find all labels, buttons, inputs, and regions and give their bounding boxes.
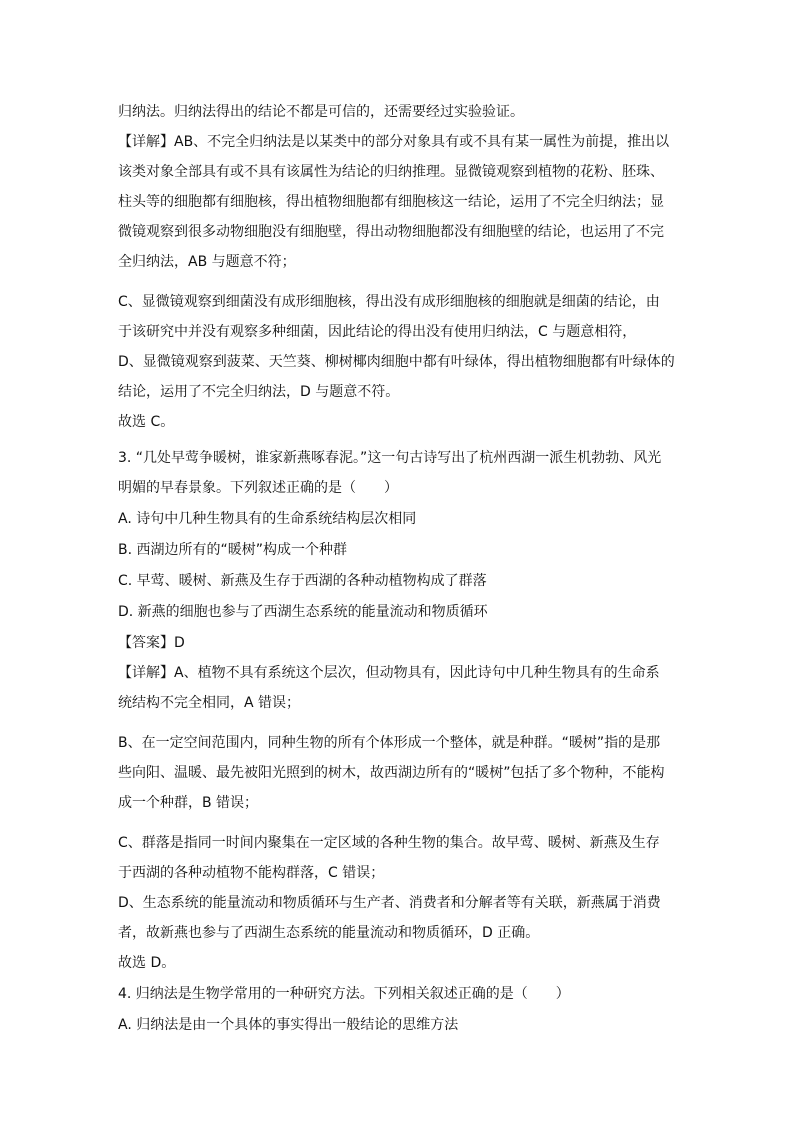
text-line: D、生态系统的能量流动和物质循环与生产者、消费者和分解者等有关联，新燕属于消费 — [118, 895, 661, 911]
answer-line: 【答案】D — [118, 635, 185, 651]
text-line: C、群落是指同一时间内聚集在一定区域的各种生物的集合。故早莺、暖树、新燕及生存 — [118, 835, 660, 851]
text-line: 【详解】AB、不完全归纳法是以某类中的部分对象具有或不具有某一属性为前提，推出以 — [118, 134, 670, 150]
question-line: 明媚的早春景象。下列叙述正确的是（ ） — [118, 480, 398, 496]
text-line: 成一个种群，B 错误； — [118, 795, 259, 811]
text-line: 该类对象全部具有或不具有该属性为结论的归纳推理。显微镜观察到植物的花粉、胚珠、 — [118, 164, 664, 180]
text-line: 者，故新燕也参与了西湖生态系统的能量流动和物质循环，D 正确。 — [118, 925, 540, 941]
text-line: 结论，运用了不完全归纳法，D 与题意不符。 — [118, 384, 400, 400]
option-c: C. 早莺、暖树、新燕及生存于西湖的各种动植物构成了群落 — [118, 573, 487, 589]
text-line: 【详解】A、植物不具有系统这个层次，但动物具有，因此诗句中几种生物具有的生命系 — [118, 665, 660, 681]
question-line: 4. 归纳法是生物学常用的一种研究方法。下列相关叙述正确的是（ ） — [118, 986, 570, 1002]
option-d: D. 新燕的细胞也参与了西湖生态系统的能量流动和物质循环 — [118, 604, 488, 620]
option-b: B. 西湖边所有的“暖树”构成一个种群 — [118, 542, 348, 558]
text-line: 归纳法。归纳法得出的结论不都是可信的，还需要经过实验验证。 — [118, 104, 524, 120]
text-line: 于西湖的各种动植物不能构群落，C 错误； — [118, 865, 385, 881]
option-a: A. 归纳法是由一个具体的事实得出一般结论的思维方法 — [118, 1017, 459, 1033]
text-line: 于该研究中并没有观察多种细菌，因此结论的得出没有使用归纳法，C 与题意相符， — [118, 324, 637, 340]
text-line: 全归纳法，AB 与题意不符； — [118, 254, 296, 270]
text-line: 故选 D。 — [118, 955, 176, 971]
text-line: 统结构不完全相同，A 错误； — [118, 695, 301, 711]
text-line: 故选 C。 — [118, 414, 175, 430]
option-a: A. 诗句中几种生物具有的生命系统结构层次相同 — [118, 511, 417, 527]
text-line: 微镜观察到很多动物细胞没有细胞壁，得出动物细胞都没有细胞壁的结论，也运用了不完 — [118, 224, 664, 240]
text-line: 柱头等的细胞都有细胞核，得出植物细胞都有细胞核这一结论，运用了不完全归纳法；显 — [118, 194, 664, 210]
text-line: 些向阳、温暖、最先被阳光照到的树木，故西湖边所有的“暖树”包括了多个物种，不能构 — [118, 765, 665, 781]
text-line: D、显微镜观察到菠菜、天竺葵、柳树椰肉细胞中都有叶绿体，得出植物细胞都有叶绿体的 — [118, 354, 675, 370]
text-line: C、显微镜观察到细菌没有成形细胞核，得出没有成形细胞核的细胞就是细菌的结论，由 — [118, 294, 660, 310]
question-line: 3. “几处早莺争暖树，谁家新燕啄春泥。”这一句古诗写出了杭州西湖一派生机勃勃、风光 — [118, 450, 662, 466]
text-line: B、在一定空间范围内，同种生物的所有个体形成一个整体，就是种群。“暖树”指的是那 — [118, 735, 661, 751]
